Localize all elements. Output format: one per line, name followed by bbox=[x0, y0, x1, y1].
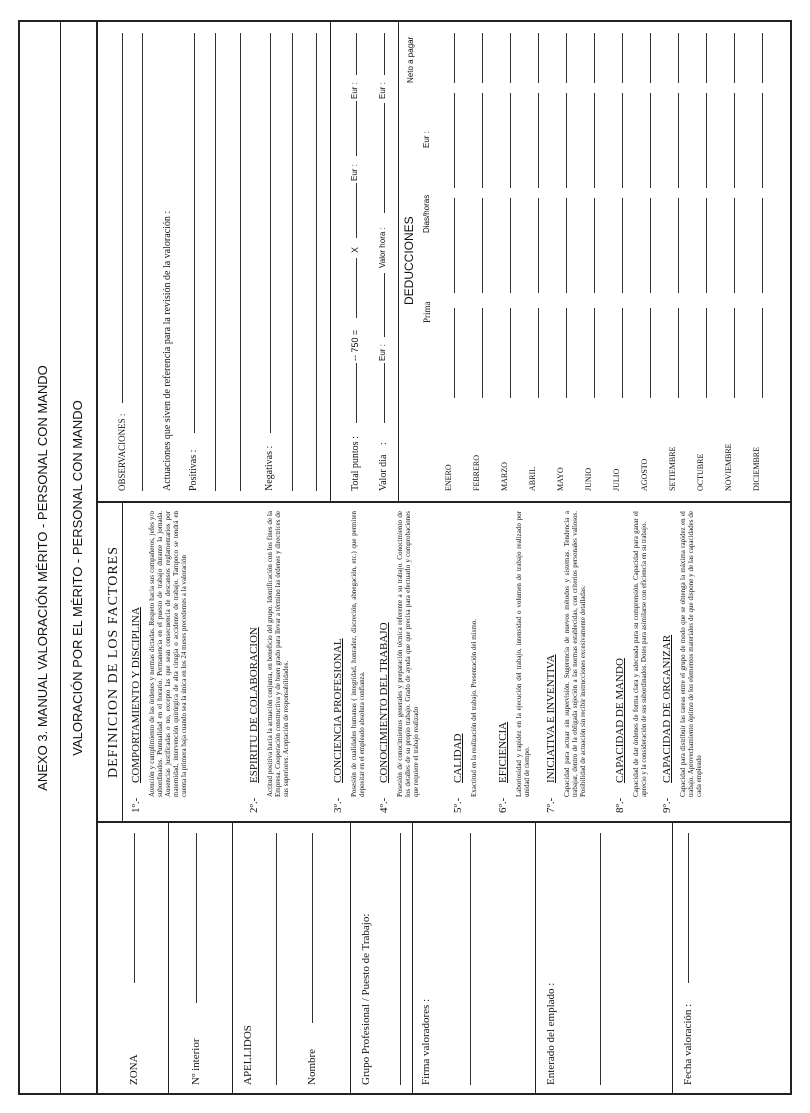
deduction-field[interactable] bbox=[482, 308, 483, 398]
factor-title: INICIATIVA E INVENTIVA bbox=[545, 654, 557, 783]
factor-number: 4º.- bbox=[378, 797, 390, 813]
eur-field-1[interactable] bbox=[356, 101, 357, 156]
deduction-field[interactable] bbox=[706, 308, 707, 398]
factor-description: Capacidad de dar órdenes de forma clara y adecuada para su comprensión. Capacidad para ganar el aprecio y la consideración de sus subordinados. Dotes para asimilarse con eficiencia en su trabajo. bbox=[632, 511, 648, 797]
factor-title: CAPACIDAD DE ORGANIZAR bbox=[661, 634, 673, 783]
neto-header: Neto a pagar bbox=[406, 36, 415, 83]
deduction-field[interactable] bbox=[538, 93, 539, 188]
deduction-field[interactable] bbox=[678, 33, 679, 83]
fecha-field[interactable] bbox=[688, 833, 689, 983]
factor-description: Atención y cumplimiento de las órdenes y normas dictadas. Respeto hacia sus compañeros, jefes y/o subordinados. Puntualidad en el horario. Permanencia en el puesto de trabajo durante la jornada. Ausencias justificadas o no, excepto las que sean consecuencia de descansos reglamentarios por maternidad, intervención quirúrgica de alta cirugía o accidente de trabajo. Tampoco se tendrá en cuenta la primera baja cuando sea la única en los 24 meses precedentes a la valoración bbox=[148, 511, 188, 797]
deduction-field[interactable] bbox=[762, 33, 763, 83]
deduction-field[interactable] bbox=[622, 308, 623, 398]
eur-field-3[interactable] bbox=[384, 273, 385, 337]
deduction-field[interactable] bbox=[538, 33, 539, 83]
eur-field-4[interactable] bbox=[384, 33, 385, 75]
fecha-label: Fecha valoración : bbox=[682, 1003, 694, 1085]
deduction-field[interactable] bbox=[566, 93, 567, 188]
deduction-field[interactable] bbox=[538, 198, 539, 293]
factor-description: Capacidad para distribuir las tareas entre el grupo de modo que se obtenga la máxima rapidez en el trabajo. Aprovechamiento óptimo de los elementos materiales de que dispone y de las capacidades de cada empleado bbox=[679, 511, 703, 797]
total-puntos-label: Total puntos : bbox=[350, 436, 361, 491]
deduction-field[interactable] bbox=[594, 198, 595, 293]
month-label: ENERO bbox=[444, 464, 453, 491]
factor-title: COMPORTAMIENTO Y DISCIPLINA bbox=[130, 607, 142, 783]
month-label: SETIEMBRE bbox=[668, 446, 677, 491]
deduction-field[interactable] bbox=[622, 198, 623, 293]
minus-750-label: -- 750 = bbox=[350, 329, 360, 361]
deduction-field[interactable] bbox=[454, 93, 455, 188]
factor-number: 2º.- bbox=[248, 797, 260, 813]
factor-number: 3º.- bbox=[332, 797, 344, 813]
month-label: OCTUBRE bbox=[696, 453, 705, 491]
deduction-field[interactable] bbox=[566, 33, 567, 83]
deduction-field[interactable] bbox=[510, 308, 511, 398]
deduction-field[interactable] bbox=[482, 33, 483, 83]
month-label: MAYO bbox=[556, 467, 565, 491]
factor-number: 5º.- bbox=[452, 797, 464, 813]
zona-field[interactable] bbox=[134, 833, 135, 983]
deduction-field[interactable] bbox=[762, 198, 763, 293]
factors-heading: DEFINICION DE LOS FACTORES bbox=[106, 546, 121, 778]
negativas-label: Negativas : bbox=[264, 445, 275, 491]
deduction-field[interactable] bbox=[762, 308, 763, 398]
actuaciones-label: Actuaciones que siven de referencia para la revisión de la valoración : bbox=[162, 210, 173, 491]
n-interior-label: Nº interior bbox=[190, 1038, 202, 1085]
factor-description: Laboriosidad y rapidez en la ejecución del trabajo, intensidad o volumen de trabajo realizado por unidad de tiempo. bbox=[515, 511, 531, 797]
deduction-field[interactable] bbox=[594, 33, 595, 83]
deduction-field[interactable] bbox=[454, 308, 455, 398]
valor-hora-field[interactable] bbox=[384, 103, 385, 213]
eur-label-2: Eur : bbox=[350, 82, 359, 99]
deduction-field[interactable] bbox=[510, 198, 511, 293]
prima-header: Prima bbox=[422, 301, 432, 323]
firma-label: Firma valoradores : bbox=[420, 998, 432, 1085]
valor-hora-label: Valor hora : bbox=[378, 227, 387, 268]
factor-number: 6º.- bbox=[497, 797, 509, 813]
deduction-field[interactable] bbox=[510, 33, 511, 83]
month-label: AGOSTO bbox=[640, 458, 649, 491]
valor-dia-colon: : bbox=[378, 442, 389, 445]
dias-horas-header: Dias/horas bbox=[422, 194, 431, 233]
deducciones-title: DEDUCCIONES bbox=[402, 216, 416, 305]
deduction-field[interactable] bbox=[622, 33, 623, 83]
deduction-field[interactable] bbox=[622, 93, 623, 188]
factor-description: Posesión de cualidades humanas ( integridad, honradez, discreción, abnegación, etc.) que permiten depositar en el empleado absoluta confianza. bbox=[350, 511, 366, 797]
factor-description: Exactitud en la realización del trabajo. Presentación del mismo. bbox=[470, 618, 478, 797]
page-title: ANEXO 3. MANUAL VALORACIÓN MÉRITO - PERSONAL CON MANDO bbox=[35, 365, 50, 791]
deduction-field[interactable] bbox=[706, 93, 707, 188]
deduction-field[interactable] bbox=[734, 308, 735, 398]
deduction-field[interactable] bbox=[594, 308, 595, 398]
month-label: NOVIEMBRE bbox=[724, 443, 733, 491]
month-label: DICIEMBRE bbox=[752, 447, 761, 491]
factor-number: 9º.- bbox=[661, 797, 673, 813]
month-label: FEBRERO bbox=[472, 454, 481, 491]
deduction-field[interactable] bbox=[650, 33, 651, 83]
deduction-field[interactable] bbox=[566, 198, 567, 293]
factor-title: CONOCIMIENTO DEL TRABAJO bbox=[378, 622, 390, 783]
deduction-field[interactable] bbox=[454, 33, 455, 83]
deduction-field[interactable] bbox=[454, 198, 455, 293]
negativas-field[interactable] bbox=[270, 33, 271, 433]
eur-header: Eur : bbox=[422, 131, 431, 148]
deduction-field[interactable] bbox=[734, 198, 735, 293]
apellidos-field[interactable] bbox=[276, 833, 277, 1085]
grupo-label: Grupo Profesional / Puesto de Trabajo: bbox=[360, 913, 372, 1085]
eur-label-4: Eur : bbox=[378, 82, 387, 99]
deduction-field[interactable] bbox=[762, 93, 763, 188]
deduction-field[interactable] bbox=[734, 33, 735, 83]
grupo-field[interactable] bbox=[400, 833, 401, 1085]
times-label: X bbox=[350, 246, 360, 253]
deduction-field[interactable] bbox=[482, 93, 483, 188]
month-label: MARZO bbox=[500, 462, 509, 491]
factor-number: 1º.- bbox=[130, 797, 142, 813]
nombre-label: Nombre bbox=[306, 1048, 318, 1085]
n-interior-field[interactable] bbox=[196, 833, 197, 1003]
nombre-field[interactable] bbox=[312, 833, 313, 1023]
factor-title: EFICIENCIA bbox=[497, 721, 509, 783]
factor-description: Capacidad para actuar sin supervisión. Sugerencia de nuevos métodos y sistemas. Tendencia a trabajar, dentro de la obligada sujeción a las normas establecidas, con criterios personales valiosos. Posibilidad de actuación sin recibir instrucciones excesivamente detalladas. bbox=[563, 511, 587, 797]
deduction-field[interactable] bbox=[706, 198, 707, 293]
factor-description: Actitud positiva hacia la actuación conjunta, en beneficio del grupo. Identificación con los fines de la Empresa. Cooperación constructiva y de buen grado para llevar a término las órdenes y directrices de sus superiores. Aceptación de responsabilidades. bbox=[266, 511, 290, 797]
valor-dia-label: Valor dia bbox=[378, 454, 389, 491]
month-label: ABRIL bbox=[528, 467, 537, 491]
deduction-field[interactable] bbox=[650, 93, 651, 188]
zona-label: ZONA bbox=[128, 1054, 140, 1085]
page-subtitle: VALORACIÓN POR EL MÉRITO - PERSONAL CON MANDO bbox=[70, 400, 85, 756]
positivas-label: Positivas : bbox=[188, 449, 199, 491]
firma-field[interactable] bbox=[470, 833, 471, 1085]
positivas-field[interactable] bbox=[194, 33, 195, 433]
eur-label-1: Eur : bbox=[350, 164, 359, 181]
observaciones-label: OBSERVACIONES : bbox=[117, 413, 127, 491]
month-label: JULIO bbox=[612, 468, 621, 491]
factor-title: CONCIENCIA PROFESIONAL bbox=[332, 638, 344, 783]
apellidos-label: APELLIDOS bbox=[242, 1025, 254, 1085]
deduction-field[interactable] bbox=[594, 93, 595, 188]
subtotal-field[interactable] bbox=[356, 258, 357, 318]
factor-number: 8º.- bbox=[614, 797, 626, 813]
deduction-field[interactable] bbox=[650, 308, 651, 398]
deduction-field[interactable] bbox=[706, 33, 707, 83]
factor-title: CAPACIDAD DE MANDO bbox=[614, 658, 626, 783]
eur-label-3: Eur : bbox=[378, 344, 387, 361]
factor-field[interactable] bbox=[356, 183, 357, 238]
month-label: JUNIO bbox=[584, 467, 593, 491]
deduction-field[interactable] bbox=[734, 93, 735, 188]
total-puntos-field[interactable] bbox=[356, 363, 357, 423]
deduction-field[interactable] bbox=[510, 93, 511, 188]
enterado-field[interactable] bbox=[600, 833, 601, 1085]
enterado-label: Enterado del emplado : bbox=[545, 982, 557, 1085]
deduction-field[interactable] bbox=[678, 198, 679, 293]
deduction-field[interactable] bbox=[482, 198, 483, 293]
deduction-field[interactable] bbox=[566, 308, 567, 398]
factor-title: CALIDAD bbox=[452, 733, 464, 783]
eur-field-2[interactable] bbox=[356, 33, 357, 75]
deduction-field[interactable] bbox=[678, 93, 679, 188]
deduction-field[interactable] bbox=[538, 308, 539, 398]
factor-number: 7º.- bbox=[545, 797, 557, 813]
factor-description: Posesión de conocimientos generales y preparación técnica referente a su trabajo. Conocimiento de los detalles de su propio trabajo. Grado de ayuda que que precisa para efectuarlo y comprobaciones que requiere el trabajo realizado bbox=[396, 511, 420, 797]
deduction-field[interactable] bbox=[650, 198, 651, 293]
deduction-field[interactable] bbox=[678, 308, 679, 398]
valor-dia-field[interactable] bbox=[384, 363, 385, 423]
factor-title: ESPIRITU DE COLABORACION bbox=[248, 627, 260, 783]
